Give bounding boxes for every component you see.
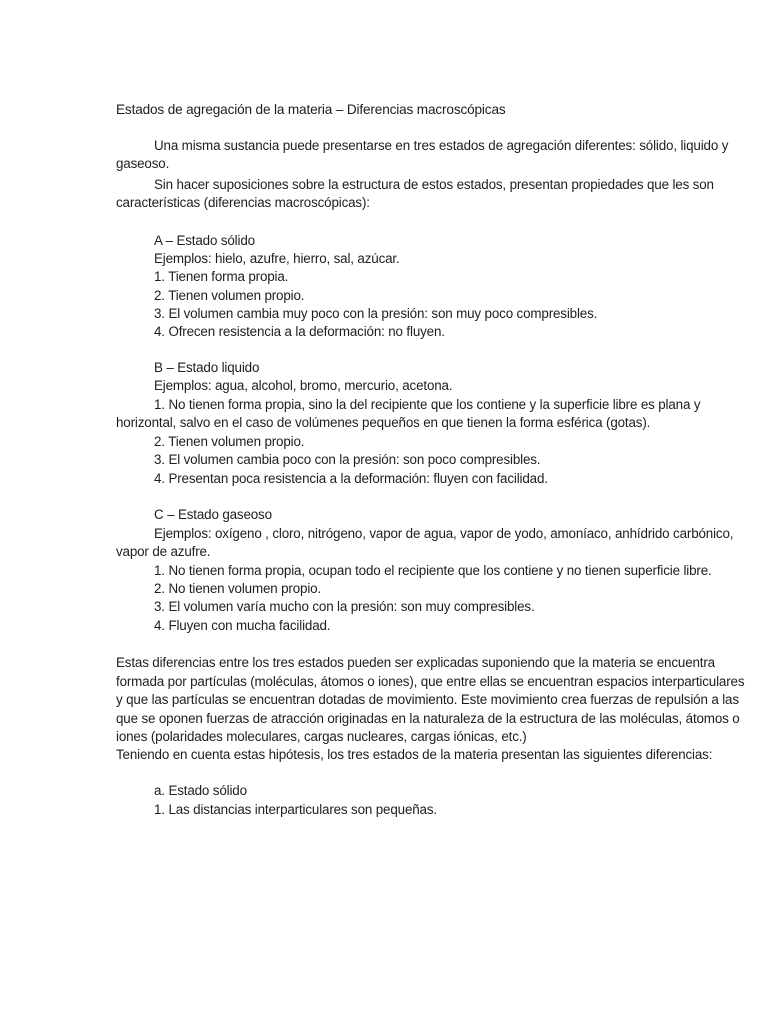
explanation-line: formada por partículas (moléculas, átomos o iones), que entre ellas se encuentran espacios interparticulares	[116, 674, 745, 689]
section-c-item: 3. El volumen varía mucho con la presión: son muy compresibles.	[154, 599, 535, 614]
section-a-item: 4. Ofrecen resistencia a la deformación: no fluyen.	[154, 324, 445, 339]
section-a-item: 3. El volumen cambia muy poco con la presión: son muy poco compresibles.	[154, 306, 598, 321]
section-a2-item: 1. Las distancias interparticulares son pequeñas.	[154, 802, 437, 817]
explanation-line: iones (polaridades moleculares, cargas nucleares, cargas iónicas, etc.)	[116, 729, 527, 744]
section-a-item: 2. Tienen volumen propio.	[154, 288, 305, 303]
intro-paragraph-2-line-1: Sin hacer suposiciones sobre la estructura de estos estados, presentan propiedades que les son	[154, 177, 714, 192]
explanation-line: que se oponen fuerzas de atracción originadas en la naturaleza de la estructura de las moléculas, átomos o	[116, 711, 740, 726]
section-a2-heading: a. Estado sólido	[154, 783, 247, 798]
section-b-item: 3. El volumen cambia poco con la presión: son poco compresibles.	[154, 452, 541, 467]
section-b-item: 2. Tienen volumen propio.	[154, 434, 305, 449]
section-b-heading: B – Estado liquido	[154, 360, 260, 375]
document-title: Estados de agregación de la materia – Diferencias macroscópicas	[116, 102, 506, 117]
intro-paragraph-1-line-1: Una misma sustancia puede presentarse en tres estados de agregación diferentes: sólido, liquido y	[154, 138, 729, 153]
section-c-item: 1. No tienen forma propia, ocupan todo el recipiente que los contiene y no tienen superficie libre.	[154, 563, 712, 578]
section-b-examples: Ejemplos: agua, alcohol, bromo, mercurio, acetona.	[154, 378, 453, 393]
section-c-examples-line-1: Ejemplos: oxígeno , cloro, nitrógeno, vapor de agua, vapor de yodo, amoníaco, anhídrido carbónico,	[154, 526, 734, 541]
explanation-line: Estas diferencias entre los tres estados pueden ser explicadas suponiendo que la materia se encuentra	[116, 655, 715, 670]
explanation-line: y que las partículas se encuentran dotadas de movimiento. Este movimiento crea fuerzas de repulsión a las	[116, 692, 739, 707]
intro-paragraph-2-line-2: características (diferencias macroscópicas):	[116, 195, 370, 210]
explanation-line: Teniendo en cuenta estas hipótesis, los tres estados de la materia presentan las siguientes diferencias:	[116, 747, 713, 762]
section-b-item-1-line-2: horizontal, salvo en el caso de volúmenes pequeños en que tienen la forma esférica (gotas).	[116, 415, 651, 430]
section-c-item: 2. No tienen volumen propio.	[154, 581, 322, 596]
intro-paragraph-1-line-2: gaseoso.	[116, 156, 170, 171]
section-b-item-1-line-1: 1. No tienen forma propia, sino la del recipiente que los contiene y la superficie libre es plana y	[154, 397, 701, 412]
section-b-item: 4. Presentan poca resistencia a la deformación: fluyen con facilidad.	[154, 471, 548, 486]
section-c-item: 4. Fluyen con mucha facilidad.	[154, 618, 331, 633]
section-a-heading: A – Estado sólido	[154, 233, 255, 248]
section-c-examples-line-2: vapor de azufre.	[116, 544, 211, 559]
section-a-item: 1. Tienen forma propia.	[154, 269, 289, 284]
section-a-examples: Ejemplos: hielo, azufre, hierro, sal, azúcar.	[154, 251, 400, 266]
section-c-heading: C – Estado gaseoso	[154, 507, 272, 522]
